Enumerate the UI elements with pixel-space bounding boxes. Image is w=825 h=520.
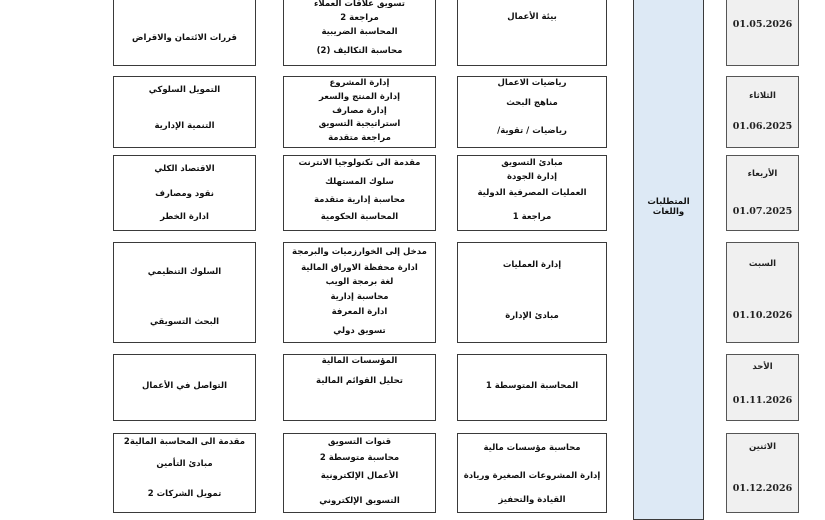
course-name: مناهج البحث bbox=[506, 98, 558, 108]
course-cell-row-6-a bbox=[113, 433, 256, 513]
course-name: التمويل السلوكي bbox=[148, 85, 221, 95]
course-name: المؤسسات المالية bbox=[321, 356, 398, 366]
course-name: ادارة الخطر bbox=[160, 212, 209, 222]
requirements-label: المتطلبات واللغات bbox=[647, 197, 690, 217]
course-name: تسويق علاقات العملاء bbox=[314, 0, 405, 9]
course-cell-row-2-a bbox=[113, 76, 256, 148]
course-name: ادارة محفظة الاوراق المالية bbox=[301, 263, 418, 273]
course-name: ادارة المعرفة bbox=[331, 307, 388, 317]
day-label: الأحد bbox=[752, 362, 773, 372]
course-name: الاقتصاد الكلي bbox=[154, 164, 215, 174]
course-name: مبادئ الإدارة bbox=[505, 311, 559, 321]
course-name: السلوك التنظيمي bbox=[147, 267, 222, 277]
course-name: التنمية الإدارية bbox=[154, 121, 215, 131]
date-label: 01.06.2025 bbox=[732, 121, 793, 132]
course-cell-row-1-a bbox=[113, 0, 256, 66]
day-label: السبت bbox=[748, 259, 777, 269]
course-cell-row-5-c bbox=[457, 354, 607, 421]
course-name: قررات الائتمان والاقراض bbox=[132, 33, 237, 43]
course-name: القيادة والتحفيز bbox=[498, 495, 566, 505]
course-cell-row-4-c bbox=[457, 242, 607, 343]
date-label: 01.07.2025 bbox=[732, 206, 793, 217]
course-name: محاسبة متوسطة 2 bbox=[319, 453, 400, 463]
course-name: مقدمة الى تكنولوجيا الانترنت bbox=[298, 158, 421, 168]
course-name: إدارة مصارف bbox=[332, 106, 387, 116]
course-cell-row-4-a bbox=[113, 242, 256, 343]
course-cell-row-3-a bbox=[113, 155, 256, 231]
course-name: مقدمة الى المحاسبة المالية2 bbox=[123, 437, 246, 447]
course-name: تمويل الشركات 2 bbox=[147, 489, 222, 499]
course-name: محاسبة مؤسسات مالية bbox=[483, 443, 581, 453]
course-cell-row-1-b bbox=[283, 0, 436, 66]
course-cell-row-5-a bbox=[113, 354, 256, 421]
course-name: الأعمال الإلكترونية bbox=[320, 471, 399, 481]
course-name: مراجعة 1 bbox=[512, 212, 552, 222]
course-name: محاسبة إدارية bbox=[330, 292, 389, 302]
course-cell-row-3-c bbox=[457, 155, 607, 231]
date-cell-row-6 bbox=[726, 433, 799, 513]
course-cell-row-2-b bbox=[283, 76, 436, 148]
course-name: إدارة العمليات bbox=[502, 260, 562, 270]
course-name: التسويق الإلكتروني bbox=[319, 496, 400, 506]
course-name: مراجعة 2 bbox=[340, 13, 379, 23]
course-cell-row-5-b bbox=[283, 354, 436, 421]
course-name: قنوات التسويق bbox=[327, 437, 392, 447]
course-name: التواصل في الأعمال bbox=[141, 381, 228, 391]
course-name: لغة برمجة الويب bbox=[325, 277, 394, 287]
day-label: الثلاثاء bbox=[749, 91, 776, 101]
date-label: 01.05.2026 bbox=[732, 19, 793, 30]
requirements-column bbox=[633, 0, 704, 520]
course-name: مبادئ التأمين bbox=[156, 459, 213, 469]
course-name: سلوك المستهلك bbox=[325, 177, 394, 187]
date-cell-row-4 bbox=[726, 242, 799, 343]
date-label: 01.10.2026 bbox=[732, 310, 793, 321]
course-name: محاسبة إدارية متقدمة bbox=[313, 195, 406, 205]
course-name: نقود ومصارف bbox=[155, 189, 214, 199]
date-label: 01.12.2026 bbox=[732, 483, 793, 494]
course-name: إدارة المشروع bbox=[329, 78, 390, 88]
date-label: 01.11.2026 bbox=[732, 395, 793, 406]
course-name: استراتيجية التسويق bbox=[318, 119, 401, 129]
course-name: بيئة الأعمال bbox=[507, 12, 557, 22]
course-name: المحاسبة المتوسطة 1 bbox=[485, 381, 579, 391]
date-cell-row-1 bbox=[726, 0, 799, 66]
course-name: رياضيات / تقوية/ bbox=[497, 126, 567, 136]
course-cell-row-2-c bbox=[457, 76, 607, 148]
day-label: الأربعاء bbox=[747, 169, 778, 179]
course-name: محاسبة التكاليف (2) bbox=[316, 46, 403, 56]
course-name: مدخل إلى الخوارزميات والبرمجة bbox=[292, 247, 427, 257]
course-name: مبادئ التسويق bbox=[501, 158, 563, 168]
course-cell-row-6-c bbox=[457, 433, 607, 513]
course-name: إدارة الجودة bbox=[507, 172, 557, 182]
course-cell-row-1-c bbox=[457, 0, 607, 66]
course-name: إدارة المشروعات الصغيرة وريادة bbox=[463, 471, 601, 481]
course-name: المحاسبة الضريبية bbox=[321, 27, 398, 37]
course-name: تسويق دولي bbox=[333, 326, 386, 336]
course-name: العمليات المصرفية الدولية bbox=[477, 188, 587, 198]
date-cell-row-5 bbox=[726, 354, 799, 421]
course-name: رياضيات الاعمال bbox=[497, 78, 567, 88]
course-cell-row-6-b bbox=[283, 433, 436, 513]
course-cell-row-3-b bbox=[283, 155, 436, 231]
course-name: المحاسبة الحكومية bbox=[320, 212, 399, 222]
date-cell-row-2 bbox=[726, 76, 799, 148]
course-name: مراجعة متقدمة bbox=[328, 133, 391, 143]
course-cell-row-4-b bbox=[283, 242, 436, 343]
course-name: البحث التسويقي bbox=[149, 317, 220, 327]
course-name: تحليل القوائم المالية bbox=[316, 376, 403, 386]
day-label: الاثنين bbox=[748, 442, 777, 452]
course-name: إدارة المنتج والسعر bbox=[318, 92, 400, 102]
date-cell-row-3 bbox=[726, 155, 799, 231]
